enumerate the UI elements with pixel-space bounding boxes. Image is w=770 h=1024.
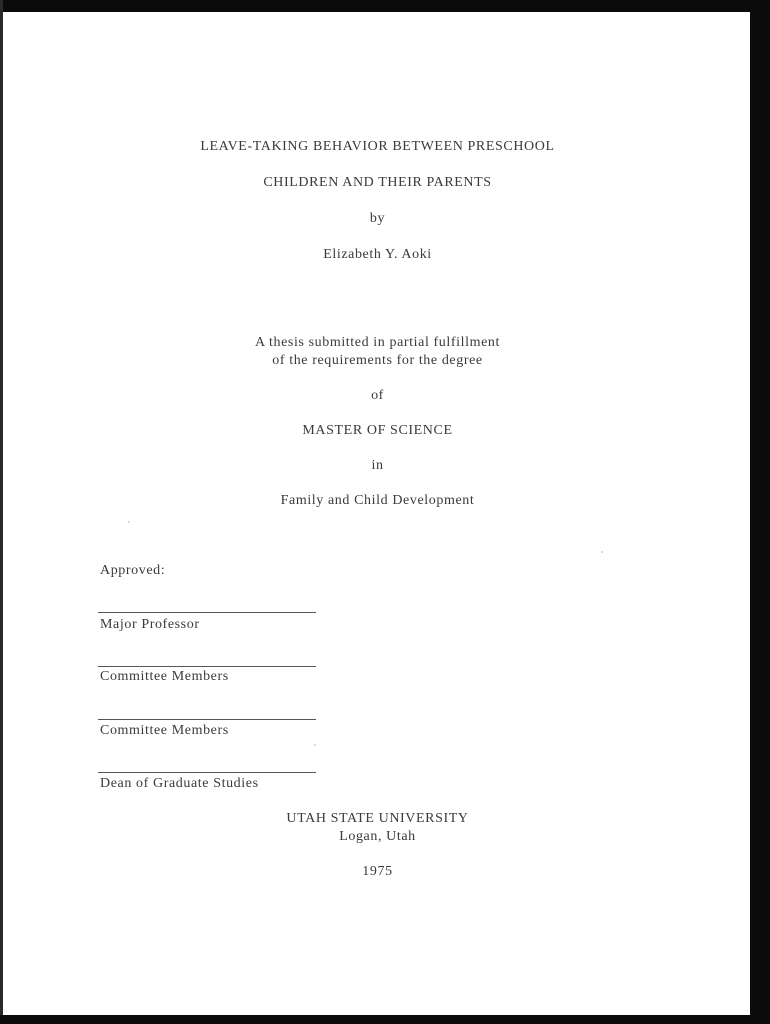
- scan-speck: [314, 744, 316, 746]
- scan-border-bottom: [0, 1015, 770, 1024]
- scan-border-top: [0, 0, 770, 12]
- approved-label: Approved:: [100, 563, 166, 578]
- university-name: UTAH STATE UNIVERSITY: [286, 811, 469, 826]
- statement-line-2: of the requirements for the degree: [272, 353, 483, 368]
- signature-label-major-professor: Major Professor: [100, 617, 200, 632]
- signature-line-dean: [98, 772, 316, 773]
- author-name: Elizabeth Y. Aoki: [323, 247, 432, 262]
- scan-speck: [128, 521, 130, 523]
- scan-speck: [601, 551, 603, 553]
- signature-label-committee-2: Committee Members: [100, 723, 229, 738]
- title-line-1: LEAVE-TAKING BEHAVIOR BETWEEN PRESCHOOL: [200, 139, 555, 154]
- signature-label-dean: Dean of Graduate Studies: [100, 776, 259, 791]
- university-location: Logan, Utah: [339, 829, 416, 844]
- signature-line-committee-2: [98, 719, 316, 720]
- field-of-study: Family and Child Development: [280, 493, 475, 508]
- publication-year: 1975: [362, 864, 393, 879]
- statement-line-1: A thesis submitted in partial fulfillment: [254, 335, 501, 350]
- title-line-2: CHILDREN AND THEIR PARENTS: [263, 175, 492, 190]
- of-label: of: [371, 388, 384, 403]
- signature-label-committee-1: Committee Members: [100, 669, 229, 684]
- in-label: in: [371, 458, 384, 473]
- degree-name: MASTER OF SCIENCE: [302, 423, 453, 438]
- signature-line-committee-1: [98, 666, 316, 667]
- signature-line-major-professor: [98, 612, 316, 613]
- by-label: by: [369, 211, 386, 226]
